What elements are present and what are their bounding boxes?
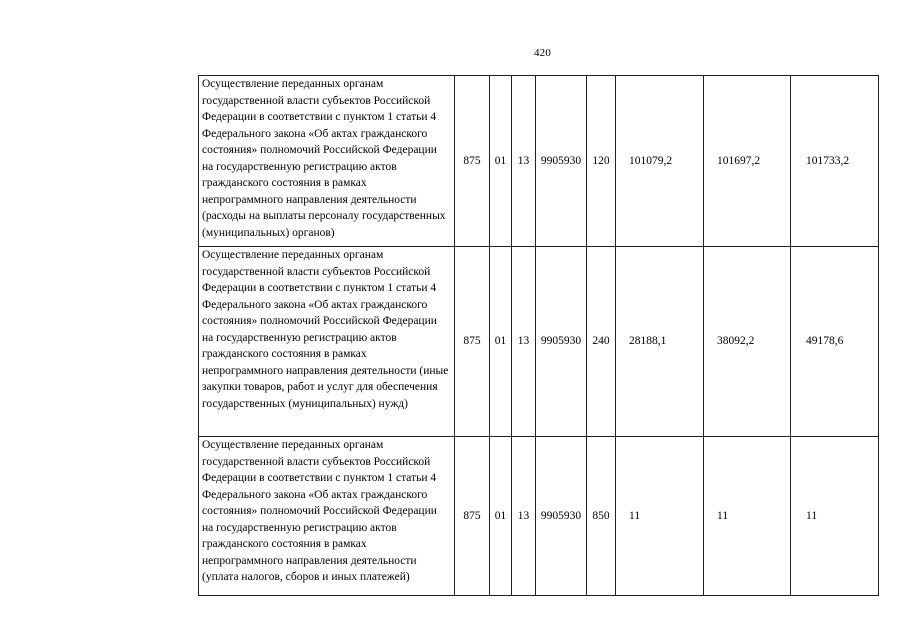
amount-2-cell: 38092,2	[704, 247, 791, 437]
description-line: Осуществление переданных органам	[202, 249, 384, 261]
description-line: состояния» полномочий Российской Федерации	[202, 144, 437, 156]
description-cell	[199, 437, 455, 596]
amount-2-cell: 101697,2	[704, 76, 791, 247]
description-line: состояния» полномочий Российской Федерации	[202, 505, 437, 517]
description-line: состояния» полномочий Российской Федерации	[202, 315, 437, 327]
amount-3-cell: 49178,6	[791, 247, 879, 437]
description-line: Осуществление переданных органам	[202, 78, 384, 90]
description-line: гражданского состояния в рамках	[202, 348, 367, 360]
expense-type-cell: 120	[587, 76, 616, 247]
description-line: Осуществление переданных органам	[202, 439, 384, 451]
table-row	[199, 437, 879, 596]
description-line: (расходы на выплаты персоналу государственных	[202, 210, 446, 222]
page-number: 420	[533, 47, 552, 59]
description-line: Федерального закона «Об актах гражданского	[202, 298, 428, 311]
description-line: Федерации в соответствии с пунктом 1 статьи 4	[202, 282, 437, 294]
description-line: государственной власти субъектов Российской	[202, 265, 431, 278]
description-line: Федерации в соответствии с пунктом 1 статьи 4	[202, 472, 437, 484]
ministry-code-cell: 875	[455, 247, 490, 437]
description-line: государственной власти субъектов Российской	[202, 455, 431, 468]
description-line: непрограммного направления деятельности	[202, 554, 417, 567]
budget-table	[198, 75, 879, 596]
section-code-cell: 01	[490, 76, 512, 247]
amount-1-cell: 11	[616, 437, 704, 596]
description-line: государственных (муниципальных) нужд)	[202, 397, 408, 410]
amount-3-cell: 101733,2	[791, 76, 879, 247]
subsection-code-cell: 13	[512, 76, 536, 247]
section-code-cell: 01	[490, 247, 512, 437]
target-item-cell: 9905930	[536, 437, 587, 596]
description-line: (уплата налогов, сборов и иных платежей)	[202, 571, 410, 583]
description-line: гражданского состояния в рамках	[202, 538, 367, 550]
description-line: на государственную регистрацию актов	[202, 521, 397, 534]
description-line: на государственную регистрацию актов	[202, 331, 397, 344]
description-line: (муниципальных) органов)	[202, 226, 335, 239]
amount-2-cell: 11	[704, 437, 791, 596]
description-line: закупки товаров, работ и услуг для обеспечения	[202, 381, 438, 393]
expense-type-cell: 240	[587, 247, 616, 437]
amount-1-cell: 28188,1	[616, 247, 704, 437]
description-line: на государственную регистрацию актов	[202, 160, 397, 173]
expense-type-cell: 850	[587, 437, 616, 596]
target-item-cell: 9905930	[536, 76, 587, 247]
subsection-code-cell: 13	[512, 437, 536, 596]
description-line: непрограммного направления деятельности	[202, 193, 417, 206]
table-row	[199, 76, 879, 247]
ministry-code-cell: 875	[455, 76, 490, 247]
section-code-cell: 01	[490, 437, 512, 596]
amount-1-cell: 101079,2	[616, 76, 704, 247]
description-line: непрограммного направления деятельности (иные	[202, 364, 449, 377]
description-line: Федерации в соответствии с пунктом 1 статьи 4	[202, 111, 437, 123]
description-line: государственной власти субъектов Российской	[202, 94, 431, 107]
table-row	[199, 247, 879, 437]
target-item-cell: 9905930	[536, 247, 587, 437]
amount-3-cell: 11	[791, 437, 879, 596]
description-line: гражданского состояния в рамках	[202, 177, 367, 189]
description-cell	[199, 76, 455, 247]
ministry-code-cell: 875	[455, 437, 490, 596]
subsection-code-cell: 13	[512, 247, 536, 437]
description-line: Федерального закона «Об актах гражданского	[202, 127, 428, 140]
description-cell	[199, 247, 455, 437]
description-line: Федерального закона «Об актах гражданского	[202, 488, 428, 501]
